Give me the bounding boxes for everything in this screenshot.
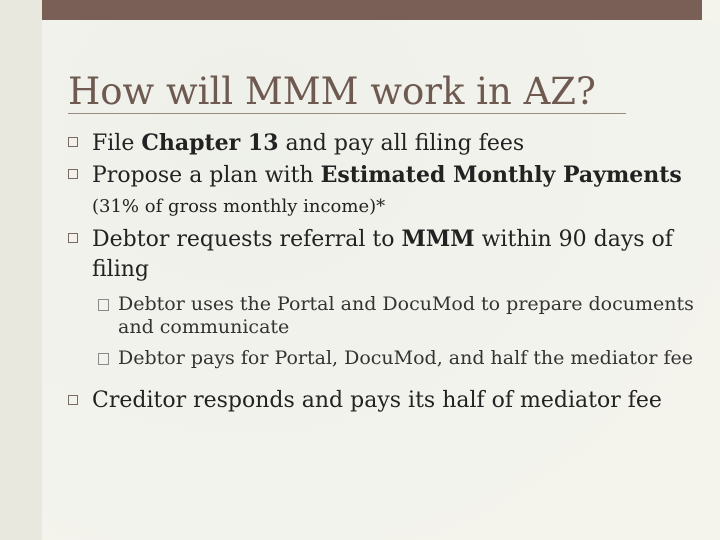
left-margin-strip [0, 0, 42, 540]
bullet-item: Debtor requests referral to MMM within 90 days of filing [68, 224, 708, 285]
square-bullet-icon [68, 395, 78, 405]
square-bullet-icon [68, 233, 78, 243]
sub-bullet-item: Debtor pays for Portal, DocuMod, and half the mediator fee [68, 347, 708, 370]
bullet-item: Creditor responds and pays its half of mediator fee [68, 386, 708, 416]
title-divider [68, 113, 626, 114]
square-bullet-icon [98, 353, 109, 365]
sub-bullet-item: Debtor uses the Portal and DocuMod to prepare documents and communicate [68, 293, 708, 339]
bullet-list [68, 128, 708, 416]
bullet-item: Propose a plan with Estimated Monthly Payments (31% of gross monthly income)* [68, 160, 708, 222]
bullet-item: File Chapter 13 and pay all filing fees [68, 128, 708, 159]
square-bullet-icon [98, 299, 109, 311]
top-accent-bar [42, 0, 702, 20]
square-bullet-icon [68, 169, 78, 179]
square-bullet-icon [68, 137, 78, 147]
slide-title: How will MMM work in AZ? [68, 70, 596, 113]
